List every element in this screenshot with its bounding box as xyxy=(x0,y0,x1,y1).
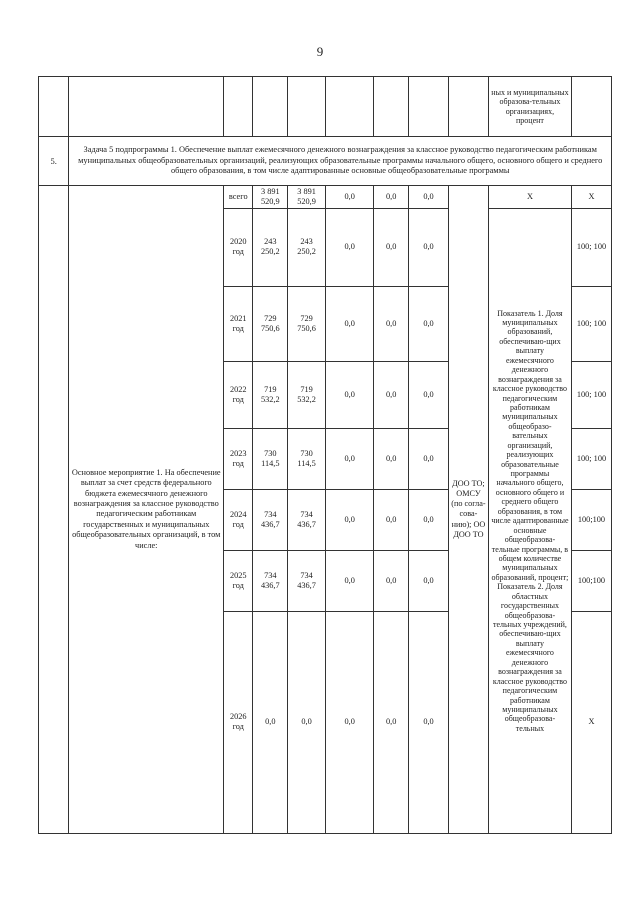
local-cell: 0,0 xyxy=(374,428,409,489)
continuation-cell xyxy=(224,77,253,137)
federal-cell: 729 750,6 xyxy=(288,286,326,361)
local-cell: 0,0 xyxy=(374,208,409,286)
year-cell: 2022 год xyxy=(224,361,253,428)
federal-cell: 3 891 520,9 xyxy=(288,186,326,209)
indicator-value-cell: 100;100 xyxy=(571,489,611,550)
event-description: Основное мероприятие 1. На обеспечение выплат за счет средств федерального бюджета ежемесячного денежного вознаграждения за классное руководство педагогическим работникам государственных и муниципальных общеобразовательных организаций, в том числе: xyxy=(69,186,224,834)
event-number-cell xyxy=(39,186,69,834)
continuation-cell xyxy=(253,77,288,137)
other-cell: 0,0 xyxy=(409,550,449,611)
federal-cell: 719 532,2 xyxy=(288,361,326,428)
year-cell: 2024 год xyxy=(224,489,253,550)
year-cell: 2025 год xyxy=(224,550,253,611)
continuation-cell xyxy=(69,77,224,137)
continuation-cell xyxy=(374,77,409,137)
year-row xyxy=(39,186,612,209)
other-cell: 0,0 xyxy=(409,489,449,550)
responsible-executor: ДОО ТО; ОМСУ (по согла-сова-нию); ОО ДОО ТО xyxy=(448,186,488,834)
total-cell: 0,0 xyxy=(253,611,288,833)
regional-cell: 0,0 xyxy=(326,208,374,286)
total-cell: 3 891 520,9 xyxy=(253,186,288,209)
total-cell: 730 114,5 xyxy=(253,428,288,489)
federal-cell: 734 436,7 xyxy=(288,489,326,550)
indicator-value-cell: Х xyxy=(571,186,611,209)
local-cell: 0,0 xyxy=(374,361,409,428)
task-number: 5. xyxy=(39,137,69,186)
local-cell: 0,0 xyxy=(374,489,409,550)
page-number: 9 xyxy=(316,44,324,59)
local-cell: 0,0 xyxy=(374,186,409,209)
indicator-value-cell: 100; 100 xyxy=(571,361,611,428)
total-cell: 734 436,7 xyxy=(253,489,288,550)
continuation-cell xyxy=(571,77,611,137)
total-cell: 719 532,2 xyxy=(253,361,288,428)
indicator-value-cell: 100;100 xyxy=(571,550,611,611)
regional-cell: 0,0 xyxy=(326,489,374,550)
local-cell: 0,0 xyxy=(374,550,409,611)
other-cell: 0,0 xyxy=(409,186,449,209)
continuation-cell xyxy=(448,77,488,137)
year-cell: 2020 год xyxy=(224,208,253,286)
indicator-value-cell: 100; 100 xyxy=(571,208,611,286)
continuation-cell xyxy=(39,77,69,137)
year-cell: 2023 год xyxy=(224,428,253,489)
indicator-continuation: ных и муниципальных образова-тельных организациях, процент xyxy=(488,77,571,137)
task-row xyxy=(39,137,612,186)
total-cell: 243 250,2 xyxy=(253,208,288,286)
other-cell: 0,0 xyxy=(409,611,449,833)
year-cell: 2026 год xyxy=(224,611,253,833)
other-cell: 0,0 xyxy=(409,361,449,428)
regional-cell: 0,0 xyxy=(326,286,374,361)
indicator-header-cell: Х xyxy=(488,186,571,209)
regional-cell: 0,0 xyxy=(326,550,374,611)
task-text: Задача 5 подпрограммы 1. Обеспечение выплат ежемесячного денежного вознаграждения за классное руководство педагогическим работникам муниципальных общеобразовательных организаций, реализующих образовательные программы начального общего, основного общего и среднего общего образования, в том числе адаптированные основные общеобразовательные программы xyxy=(69,137,612,186)
federal-cell: 730 114,5 xyxy=(288,428,326,489)
indicator-description: Показатель 1. Доля муниципальных образований, обеспечиваю-щих выплату ежемесячного денежного вознаграждения за классное руководство педагогическим работникам муниципальных общеобразо-вательных организаций, реализующих образовательные программы начального общего, основного общего и среднего общего образования, в том числе адаптированные основные общеобразова-тельные программы, в общем количестве муниципальных образований, процент; Показатель 2. Доля областных государственных общеобразова-тельных учреждений, обеспечиваю-щих выплату ежемесячного денежного вознаграждения за классное руководство педагогическим работникам муниципальных общеобразова-тельных xyxy=(488,208,571,833)
total-cell: 729 750,6 xyxy=(253,286,288,361)
continuation-cell xyxy=(288,77,326,137)
indicator-value-cell: 100; 100 xyxy=(571,428,611,489)
federal-cell: 734 436,7 xyxy=(288,550,326,611)
other-cell: 0,0 xyxy=(409,286,449,361)
year-cell: 2021 год xyxy=(224,286,253,361)
other-cell: 0,0 xyxy=(409,208,449,286)
regional-cell: 0,0 xyxy=(326,361,374,428)
program-table xyxy=(38,76,612,834)
indicator-value-cell: 100; 100 xyxy=(571,286,611,361)
federal-cell: 243 250,2 xyxy=(288,208,326,286)
regional-cell: 0,0 xyxy=(326,611,374,833)
total-cell: 734 436,7 xyxy=(253,550,288,611)
federal-cell: 0,0 xyxy=(288,611,326,833)
local-cell: 0,0 xyxy=(374,286,409,361)
continuation-row xyxy=(39,77,612,137)
year-cell: всего xyxy=(224,186,253,209)
other-cell: 0,0 xyxy=(409,428,449,489)
regional-cell: 0,0 xyxy=(326,428,374,489)
continuation-cell xyxy=(409,77,449,137)
indicator-value-cell: Х xyxy=(571,611,611,833)
continuation-cell xyxy=(326,77,374,137)
local-cell: 0,0 xyxy=(374,611,409,833)
regional-cell: 0,0 xyxy=(326,186,374,209)
